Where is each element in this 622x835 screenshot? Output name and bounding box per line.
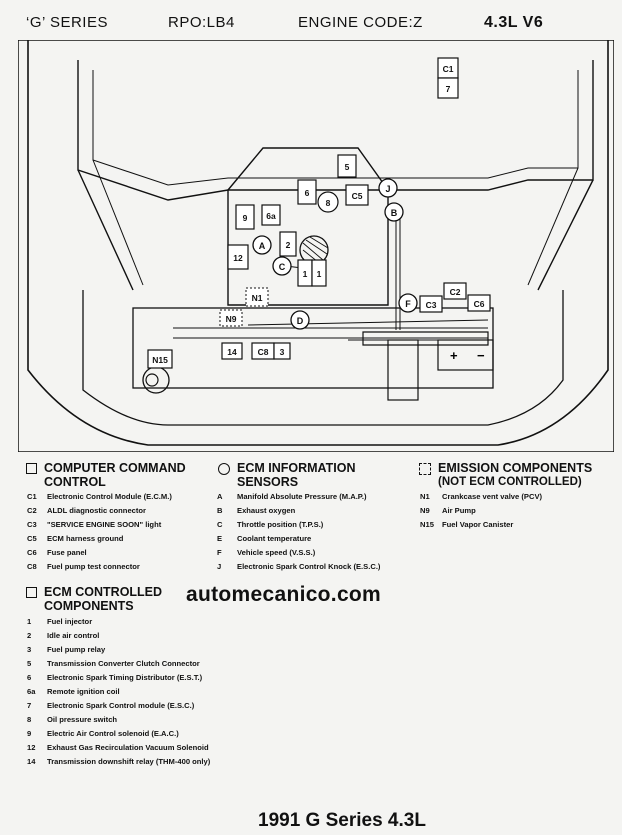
box-N1: N1 <box>251 293 263 303</box>
sensor-D: D <box>296 316 304 326</box>
box-6a: 6a <box>266 211 276 221</box>
emission-title-1: EMISSION COMPONENTS <box>438 461 593 475</box>
box-C3: C3 <box>425 300 437 310</box>
box-C1: C1 <box>442 64 454 74</box>
battery-minus-label: − <box>477 348 485 363</box>
box-8: 8 <box>325 198 331 208</box>
watermark-text: automecanico.com <box>186 583 382 606</box>
battery-plus-label: + <box>450 348 458 363</box>
engine-label: 4.3L V6 <box>484 14 544 31</box>
box-3: 3 <box>279 347 285 357</box>
box-2: 2 <box>285 240 291 250</box>
box-12: 12 <box>233 253 243 263</box>
sensor-F: F <box>405 299 411 309</box>
sensor-C: C <box>278 262 286 272</box>
engine-compartment-diagram <box>18 40 614 452</box>
box-C5: C5 <box>351 191 363 201</box>
controlled-title-1: ECM CONTROLLED <box>44 585 163 599</box>
box-C2: C2 <box>449 287 461 297</box>
figure-caption: 1991 G Series 4.3L <box>258 810 426 831</box>
computer-title-1: COMPUTER COMMAND <box>44 461 186 475</box>
sensor-J: J <box>385 184 391 194</box>
box-5: 5 <box>344 162 350 172</box>
box-7: 7 <box>445 84 451 94</box>
dashed-square-icon <box>419 463 431 475</box>
emission-title-2: (NOT ECM CONTROLLED) <box>438 476 582 488</box>
box-6: 6 <box>304 188 310 198</box>
box-1a: 1 <box>302 269 308 279</box>
sensors-title-2: SENSORS <box>237 475 299 489</box>
square-icon <box>26 463 37 474</box>
box-14: 14 <box>227 347 237 357</box>
box-1b: 1 <box>316 269 322 279</box>
box-C6: C6 <box>473 299 485 309</box>
sensor-B: B <box>390 208 398 218</box>
series-label: ‘G’ SERIES <box>26 14 108 31</box>
sensor-A: A <box>258 241 266 251</box>
box-N9: N9 <box>225 314 237 324</box>
square-icon <box>26 587 37 598</box>
box-9: 9 <box>242 213 248 223</box>
engine-code-label: ENGINE CODE:Z <box>298 14 423 31</box>
controlled-title-2: COMPONENTS <box>44 599 134 613</box>
circle-icon <box>218 463 230 475</box>
sensors-title-1: ECM INFORMATION <box>237 461 356 475</box>
rpo-label: RPO:LB4 <box>168 14 235 31</box>
box-C8: C8 <box>257 347 269 357</box>
diagram-page: ‘G’ SERIES RPO:LB4 ENGINE CODE:Z 4.3L V6 + − C1 7 5 6 8 C5 9 6a 2 12 1 1 N1 N9 C3 C2 C6 14 C8 3 N15 J B A C D F COMPUTER COMMAND CONTROL C1 Electronic Control Module (E.C.M.) C2 ALDL diagnostic connector C3 "SERVICE ENGINE SOON" light C5 ECM harness ground C6 Fuse panel C8 Fuel pump test connector ECM INFORMATION SENSORS A Manifold Absolute Pressure (M.A.P.) B Exhaust oxygen C Throttle position (T.P.S.) E Coolant temperature F Vehicle speed (V.S.S.) J Electronic Spark Control Knock (E.S.C.) EMISSION COMPONENTS (NOT ECM CONTROLLED) N1 Crankcase vent valve (PCV) N9 Air Pump N15 Fuel Vapor Canister ECM CONTROLLED COMPONENTS 1 Fuel injector 2 Idle air control 3 Fuel pump relay 5 Transmission Converter Clutch Connector 6 Electronic Spark Timing Distributor (E.S.T.) 6a Remote ignition coil 7 Electronic Spark Control module (E.S.C.) 8 Oil pressure switch 9 Electric Air Control solenoid (E.A.C.) 12 Exhaust Gas Recirculation Vacuum Solenoid 14 Transmission downshift relay (THM-400 only) automecanico.com 1991 G Series 4.3L <box>0 0 622 835</box>
box-N15: N15 <box>152 355 168 365</box>
computer-title-2: CONTROL <box>44 475 106 489</box>
